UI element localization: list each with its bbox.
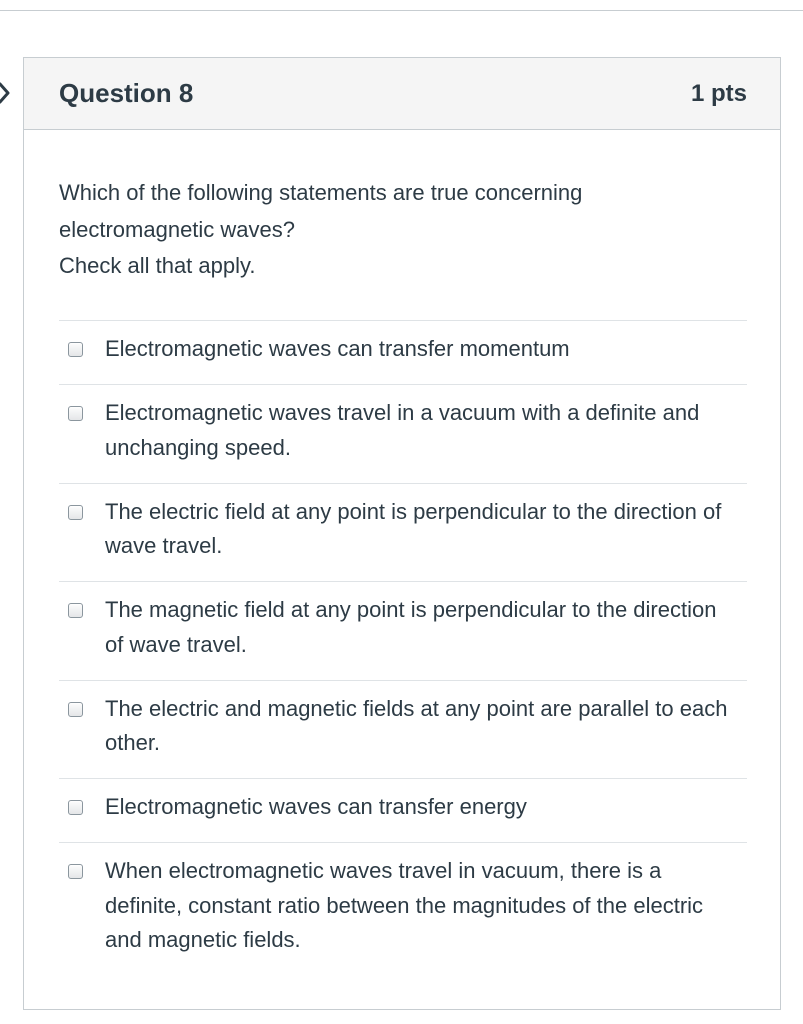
checkbox-icon[interactable] [68, 505, 83, 520]
question-prompt-line: electromagnetic waves? [59, 216, 296, 242]
answer-label: When electromagnetic waves travel in vacuum, there is a definite, constant ratio between the magnitudes of the electric and magnetic fields. [105, 858, 704, 952]
answer-label: Electromagnetic waves travel in a vacuum with a definite and unchanging speed. [105, 400, 700, 460]
question-points: 1 pts [690, 80, 747, 107]
question-title: Question 8 [59, 78, 194, 108]
answer-label: Electromagnetic waves can transfer momentum [105, 336, 570, 361]
answer-label: The electric and magnetic fields at any point are parallel to each other. [105, 695, 728, 755]
answer-label: Electromagnetic waves can transfer energy [105, 794, 527, 819]
answer-label: The electric field at any point is perpendicular to the direction of wave travel. [105, 498, 722, 558]
question-prompt [59, 175, 739, 285]
checkbox-icon[interactable] [68, 800, 83, 815]
question-prompt-line: Which of the following statements are true concerning [59, 180, 583, 205]
checkbox-icon[interactable] [68, 603, 83, 618]
question-header [24, 58, 780, 130]
answer-option-2[interactable] [59, 384, 747, 483]
checkbox-icon[interactable] [68, 702, 83, 717]
question-prompt-line: Check all that apply. [59, 253, 256, 278]
top-divider [0, 10, 803, 11]
answer-option-1[interactable] [59, 320, 747, 384]
answer-list [59, 320, 747, 954]
answer-option-7[interactable] [59, 842, 747, 954]
checkbox-icon[interactable] [68, 406, 83, 421]
answer-option-5[interactable] [59, 680, 747, 779]
answer-option-6[interactable] [59, 778, 747, 842]
checkbox-icon[interactable] [68, 864, 83, 879]
answer-option-3[interactable] [59, 483, 747, 582]
answer-option-4[interactable] [59, 581, 747, 680]
chevron-right-icon[interactable] [0, 82, 11, 104]
answer-label: The magnetic field at any point is perpendicular to the direction of wave travel. [105, 597, 717, 657]
checkbox-icon[interactable] [68, 342, 83, 357]
question-card [23, 57, 781, 1010]
